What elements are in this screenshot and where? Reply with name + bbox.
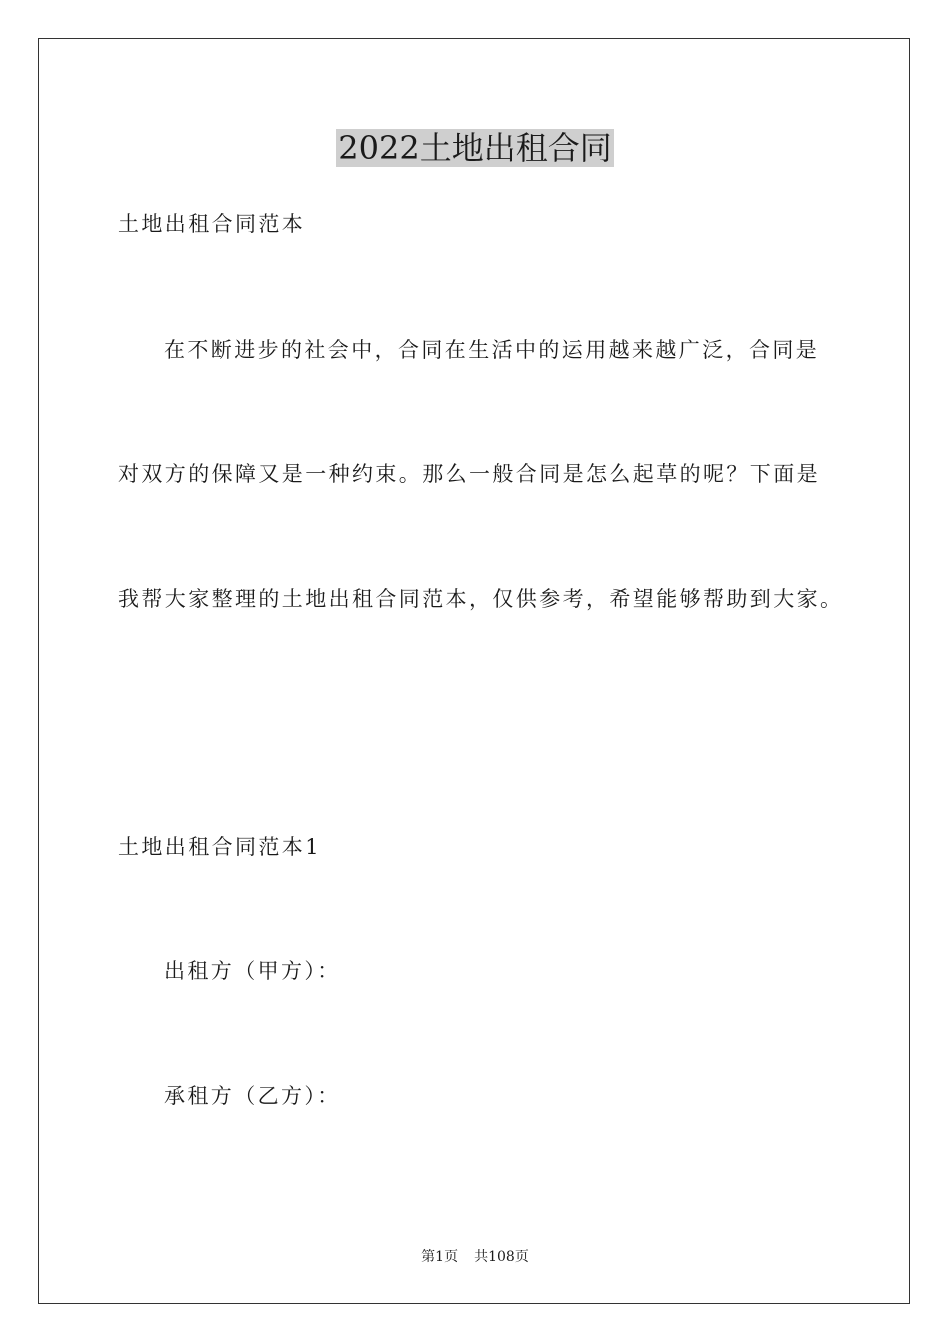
document-subtitle: 土地出租合同范本 <box>118 212 306 236</box>
document-title <box>0 128 950 168</box>
intro-line-1: 在不断进步的社会中，合同在生活中的运用越来越广泛，合同是 <box>164 338 820 362</box>
page-total: 共108页 <box>474 1249 529 1265</box>
party-b-label: 承租方（乙方）： <box>164 1084 341 1108</box>
intro-line-2: 对双方的保障又是一种约束。那么一般合同是怎么起草的呢？下面是 <box>118 462 820 486</box>
intro-line-3: 我帮大家整理的土地出租合同范本，仅供参考，希望能够帮助到大家。 <box>118 587 844 611</box>
page-footer <box>0 1248 950 1266</box>
section-heading: 土地出租合同范本1 <box>118 835 321 859</box>
party-a-label: 出租方（甲方）： <box>164 959 341 983</box>
page-number: 第1页 <box>421 1249 459 1265</box>
document-title-text: 2022土地出租合同 <box>338 129 612 167</box>
